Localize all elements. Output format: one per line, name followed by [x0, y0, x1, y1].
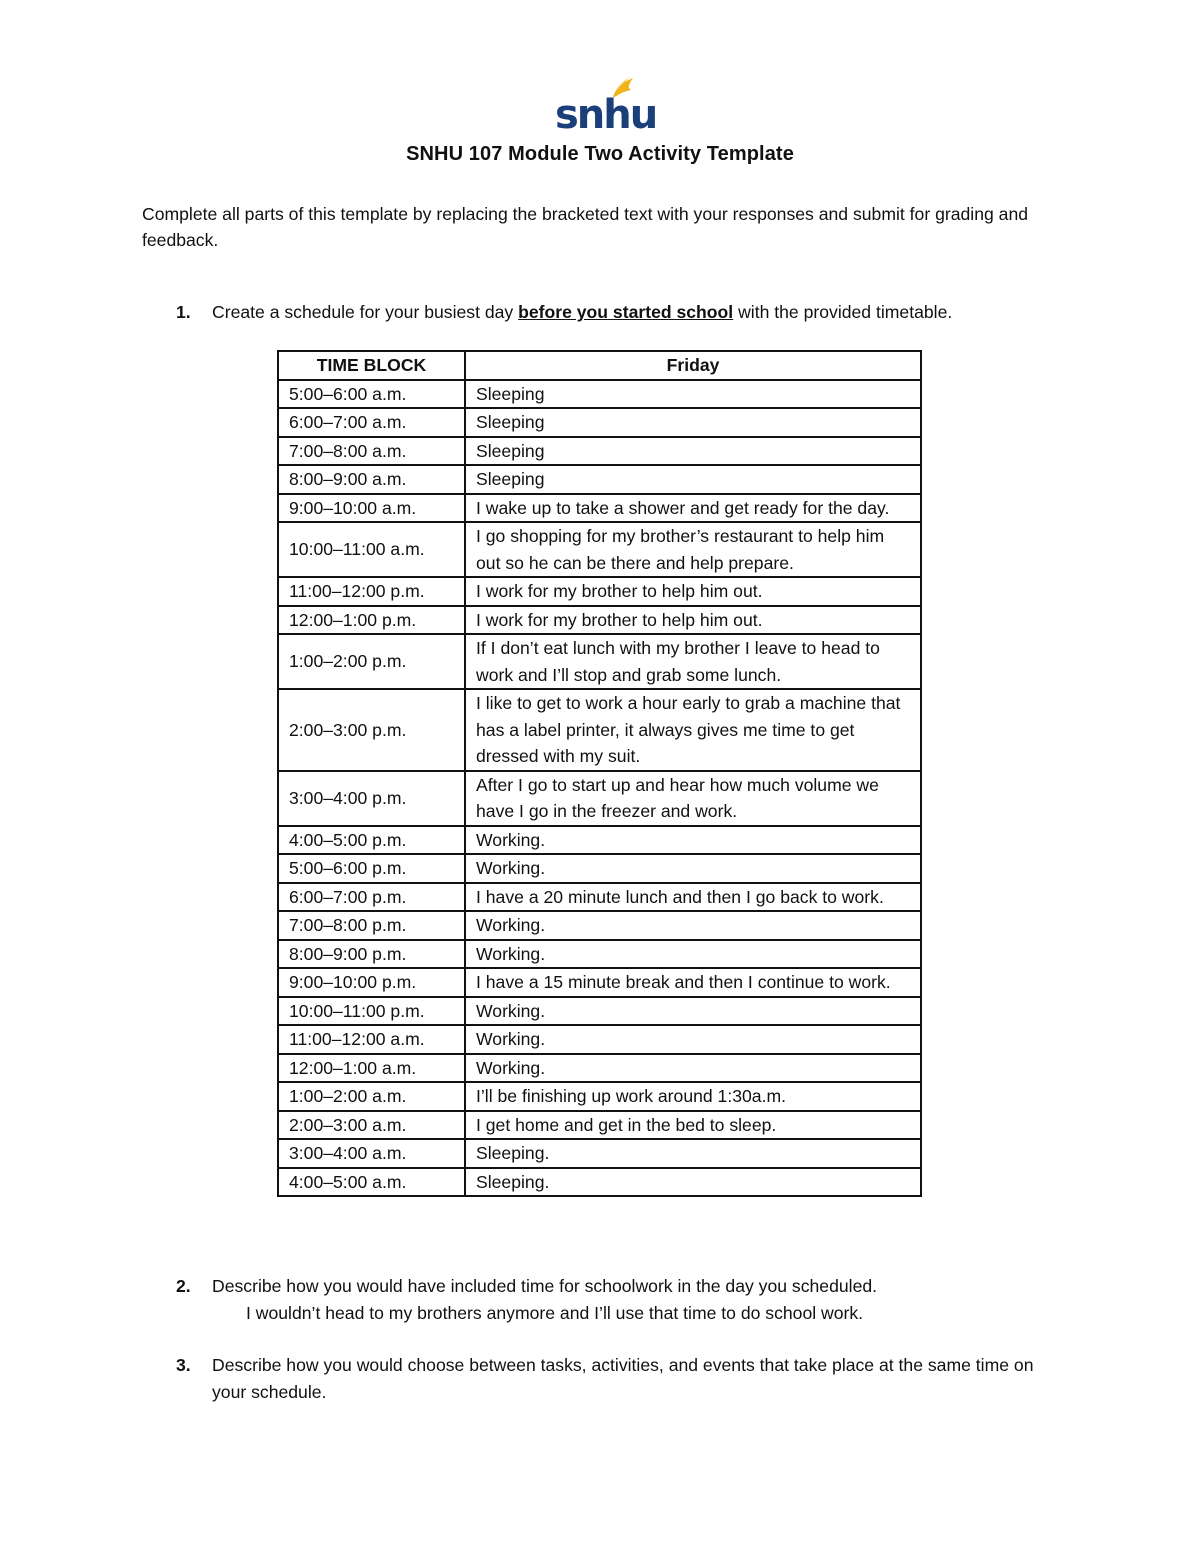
time-block-cell: 7:00–8:00 p.m. — [278, 911, 465, 940]
page-title: SNHU 107 Module Two Activity Template — [406, 143, 794, 165]
activity-cell[interactable]: After I go to start up and hear how much volume we have I go in the freezer and work. — [465, 771, 921, 826]
time-block-cell: 4:00–5:00 a.m. — [278, 1168, 465, 1197]
activity-cell[interactable]: Sleeping — [465, 437, 921, 466]
time-block-cell: 8:00–9:00 p.m. — [278, 940, 465, 969]
activity-cell[interactable]: Working. — [465, 826, 921, 855]
table-row — [278, 634, 921, 689]
activity-cell[interactable]: Working. — [465, 1054, 921, 1083]
table-header-row — [278, 351, 921, 380]
time-block-cell: 5:00–6:00 p.m. — [278, 854, 465, 883]
table-row — [278, 883, 921, 912]
time-block-cell: 6:00–7:00 p.m. — [278, 883, 465, 912]
time-block-cell: 6:00–7:00 a.m. — [278, 408, 465, 437]
activity-cell[interactable]: Sleeping. — [465, 1139, 921, 1168]
table-row — [278, 1139, 921, 1168]
activity-cell[interactable]: I go shopping for my brother’s restaurant to help him out so he can be there and help prepare. — [465, 522, 921, 577]
time-block-cell: 12:00–1:00 p.m. — [278, 606, 465, 635]
activity-cell[interactable]: I like to get to work a hour early to grab a machine that has a label printer, it always gives me time to get dressed with my suit. — [465, 689, 921, 771]
snhu-logo-graphic — [553, 72, 657, 138]
schedule-body — [278, 380, 921, 1197]
intro-paragraph: Complete all parts of this template by replacing the bracketed text with your responses and submit for grading and feedback. — [142, 204, 1029, 250]
time-block-cell: 2:00–3:00 p.m. — [278, 689, 465, 771]
table-row — [278, 577, 921, 606]
time-block-cell: 5:00–6:00 a.m. — [278, 380, 465, 409]
question-text: Describe how you would have included time for schoolwork in the day you scheduled. — [212, 1276, 878, 1296]
header-time-block: TIME BLOCK — [278, 351, 465, 380]
time-block-cell: 7:00–8:00 a.m. — [278, 437, 465, 466]
time-block-cell: 1:00–2:00 p.m. — [278, 634, 465, 689]
table-row — [278, 1054, 921, 1083]
question-text — [212, 299, 1072, 326]
time-block-cell: 4:00–5:00 p.m. — [278, 826, 465, 855]
logo-wordmark: snhu — [555, 92, 657, 138]
table-row — [278, 1082, 921, 1111]
time-block-cell: 8:00–9:00 a.m. — [278, 465, 465, 494]
activity-cell[interactable]: Sleeping. — [465, 1168, 921, 1197]
activity-cell[interactable]: Sleeping — [465, 408, 921, 437]
question-number: 3. — [176, 1355, 191, 1375]
time-block-cell: 1:00–2:00 a.m. — [278, 1082, 465, 1111]
table-row — [278, 494, 921, 523]
time-block-cell: 10:00–11:00 p.m. — [278, 997, 465, 1026]
activity-cell[interactable]: Working. — [465, 911, 921, 940]
table-row — [278, 826, 921, 855]
table-row — [278, 1111, 921, 1140]
table-row — [278, 408, 921, 437]
table-row — [278, 911, 921, 940]
table-row — [278, 465, 921, 494]
question-emphasis: before you started school — [518, 302, 734, 322]
snhu-logo — [553, 72, 657, 138]
time-block-cell: 3:00–4:00 p.m. — [278, 771, 465, 826]
table-row — [278, 771, 921, 826]
question-text-after: with the provided timetable. — [733, 302, 953, 322]
time-block-cell: 10:00–11:00 a.m. — [278, 522, 465, 577]
header-day: Friday — [465, 351, 921, 380]
activity-cell[interactable]: I wake up to take a shower and get ready for the day. — [465, 494, 921, 523]
activity-cell[interactable]: Working. — [465, 940, 921, 969]
question-number: 1. — [176, 302, 191, 322]
table-row — [278, 968, 921, 997]
activity-cell[interactable]: I have a 15 minute break and then I continue to work. — [465, 968, 921, 997]
table-row — [278, 380, 921, 409]
table-row — [278, 1168, 921, 1197]
question-2-answer[interactable]: I wouldn’t head to my brothers anymore and I’ll use that time to do school work. — [246, 1303, 864, 1323]
activity-cell[interactable]: I have a 20 minute lunch and then I go back to work. — [465, 883, 921, 912]
activity-cell[interactable]: I’ll be finishing up work around 1:30a.m. — [465, 1082, 921, 1111]
activity-cell[interactable]: I work for my brother to help him out. — [465, 606, 921, 635]
activity-cell[interactable]: Sleeping — [465, 465, 921, 494]
time-block-cell: 9:00–10:00 p.m. — [278, 968, 465, 997]
time-block-cell: 2:00–3:00 a.m. — [278, 1111, 465, 1140]
time-block-cell: 9:00–10:00 a.m. — [278, 494, 465, 523]
question-text-before: Create a schedule for your busiest day — [212, 302, 519, 322]
activity-cell[interactable]: If I don’t eat lunch with my brother I leave to head to work and I’ll stop and grab some lunch. — [465, 634, 921, 689]
table-row — [278, 522, 921, 577]
time-block-cell: 11:00–12:00 p.m. — [278, 577, 465, 606]
activity-cell[interactable]: Working. — [465, 854, 921, 883]
table-row — [278, 854, 921, 883]
table-row — [278, 689, 921, 771]
activity-cell[interactable]: Sleeping — [465, 380, 921, 409]
question-text: Describe how you would choose between tasks, activities, and events that take place at the same time on your schedule. — [212, 1355, 1034, 1402]
schedule-table — [277, 350, 922, 1197]
question-number: 2. — [176, 1276, 191, 1296]
table-row — [278, 940, 921, 969]
time-block-cell: 12:00–1:00 a.m. — [278, 1054, 465, 1083]
activity-cell[interactable]: Working. — [465, 1025, 921, 1054]
table-row — [278, 997, 921, 1026]
table-row — [278, 1025, 921, 1054]
table-row — [278, 606, 921, 635]
table-row — [278, 437, 921, 466]
activity-cell[interactable]: I work for my brother to help him out. — [465, 577, 921, 606]
time-block-cell: 11:00–12:00 a.m. — [278, 1025, 465, 1054]
activity-cell[interactable]: Working. — [465, 997, 921, 1026]
time-block-cell: 3:00–4:00 a.m. — [278, 1139, 465, 1168]
activity-cell[interactable]: I get home and get in the bed to sleep. — [465, 1111, 921, 1140]
